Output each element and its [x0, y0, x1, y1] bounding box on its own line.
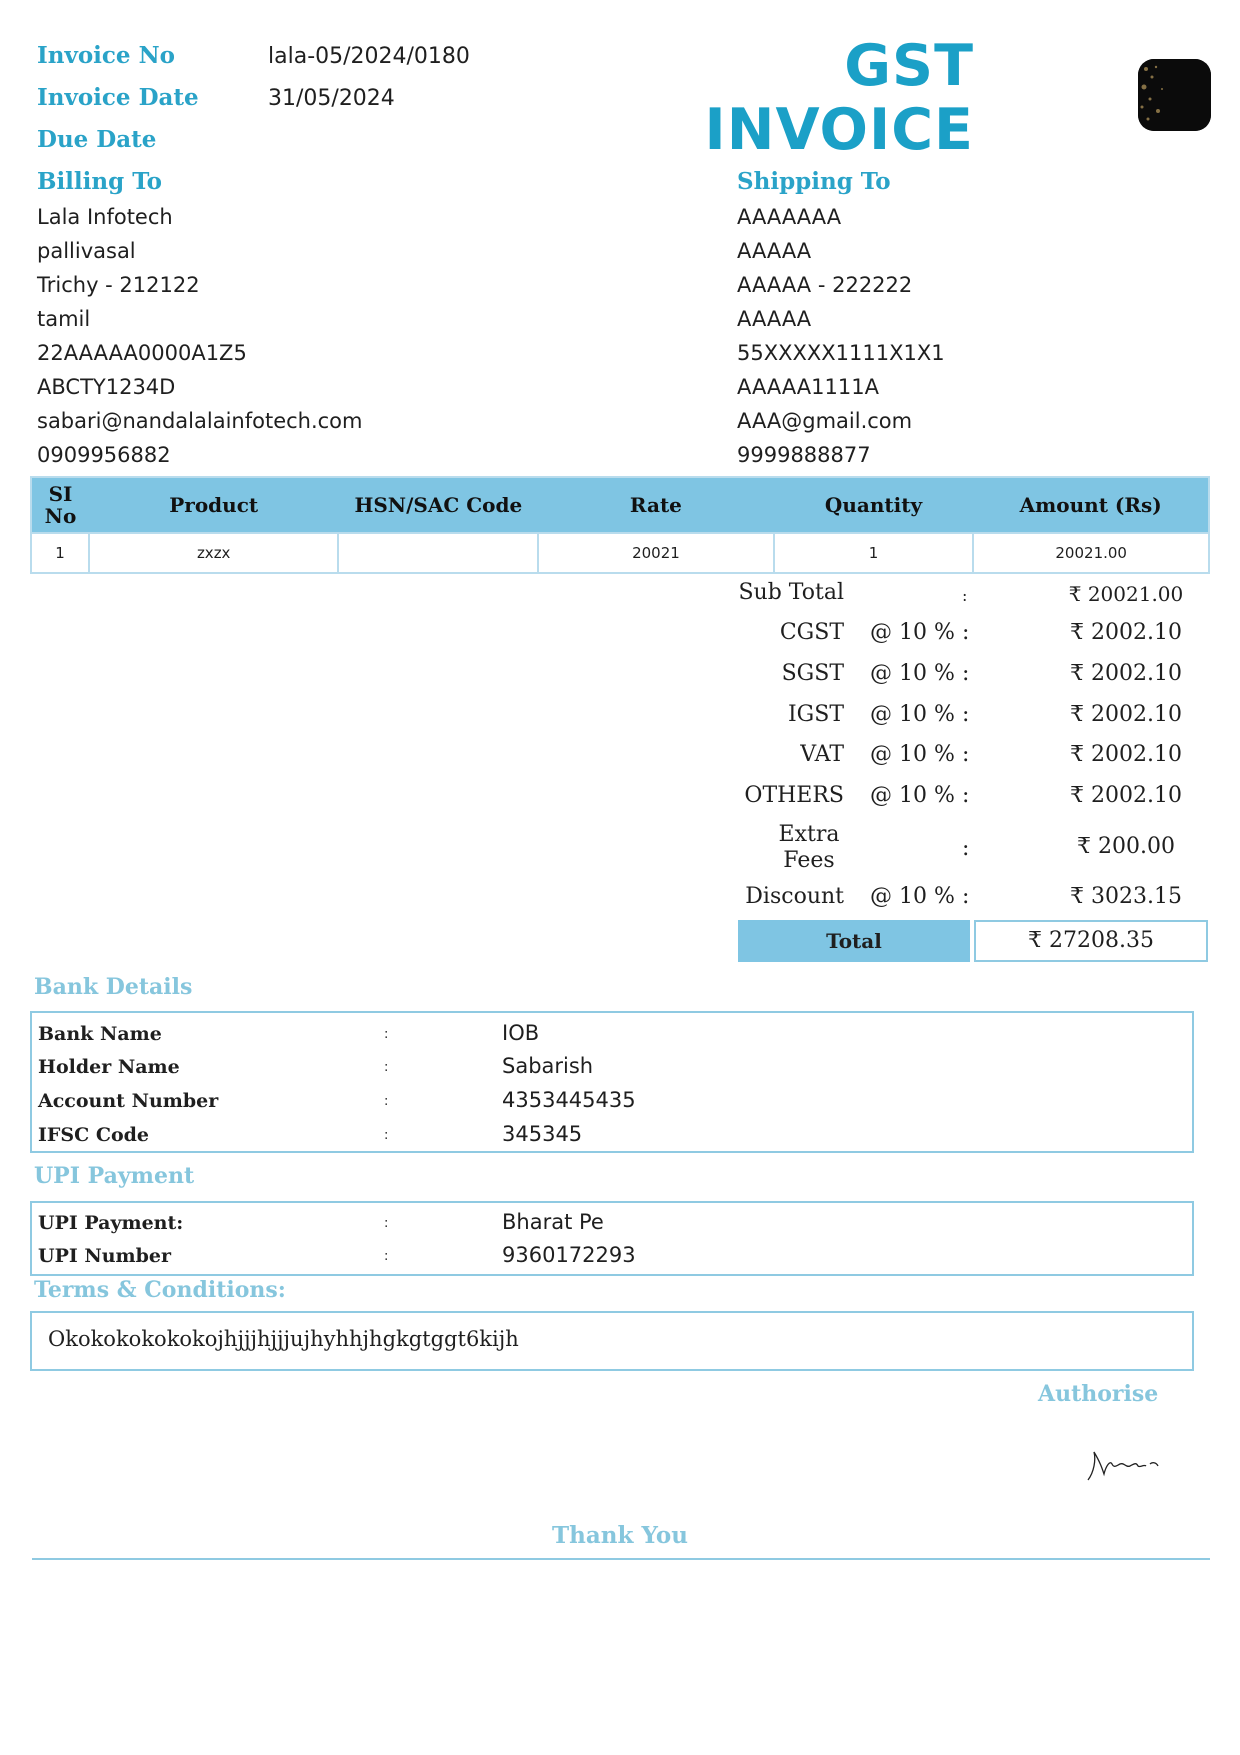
- invoice-date-label: Invoice Date: [37, 84, 199, 111]
- billing-email: sabari@nandalalainfotech.com: [37, 409, 363, 433]
- col-header-hsn: HSN/SAC Code: [338, 477, 538, 533]
- shipping-line: AAAAA1111A: [737, 375, 879, 399]
- billing-heading: Billing To: [37, 168, 163, 195]
- table-header-row: [31, 477, 1209, 533]
- account-number-colon: :: [384, 1094, 389, 1109]
- billing-line: Lala Infotech: [37, 205, 173, 229]
- total-row-rate: @ 10 %: [870, 783, 955, 808]
- total-row-name: VAT: [800, 742, 844, 767]
- ifsc-code-colon: :: [384, 1128, 389, 1143]
- grand-total-value: ₹ 27208.35: [974, 920, 1208, 962]
- upi-number-value: 9360172293: [502, 1243, 636, 1267]
- upi-payment-label: UPI Payment:: [38, 1212, 184, 1234]
- shipping-line: AAAAA - 222222: [737, 273, 913, 297]
- total-row-value: ₹ 2002.10: [1070, 620, 1182, 645]
- footer-divider: [32, 1558, 1210, 1560]
- total-row-value: ₹ 2002.10: [1070, 702, 1182, 727]
- billing-phone: 0909956882: [37, 443, 171, 467]
- invoice-title-line2: INVOICE: [704, 97, 974, 163]
- total-row-rate: @ 10 %: [870, 742, 955, 767]
- items-table: [30, 476, 1210, 574]
- total-row-rate: @ 10 %: [870, 620, 955, 645]
- extra-fees-row: [730, 822, 1230, 874]
- total-row-value: ₹ 20021.00: [1068, 582, 1184, 606]
- cell-quantity: 1: [774, 533, 974, 573]
- shipping-line: AAAAAAA: [737, 205, 842, 229]
- total-row-rate: @ 10 %: [870, 884, 955, 909]
- invoice-title-line1: GST: [844, 33, 974, 99]
- total-row-colon: :: [962, 620, 970, 645]
- total-row-value: ₹ 2002.10: [1070, 661, 1182, 686]
- bank-details-box: [30, 1011, 1194, 1153]
- total-row-name: IGST: [787, 702, 844, 727]
- total-row-name: SGST: [781, 661, 844, 686]
- total-row-colon: :: [962, 661, 970, 686]
- subtotal-row: [730, 580, 1230, 616]
- cell-si-no: 1: [31, 533, 89, 573]
- total-row-value: ₹ 3023.15: [1070, 884, 1182, 909]
- total-row-value: ₹ 2002.10: [1070, 742, 1182, 767]
- bank-name-value: IOB: [502, 1021, 540, 1045]
- total-row-name: CGST: [779, 620, 844, 645]
- upi-box: [30, 1201, 1194, 1276]
- cell-amount: 20021.00: [973, 533, 1209, 573]
- holder-name-colon: :: [384, 1060, 389, 1075]
- holder-name-label: Holder Name: [38, 1056, 180, 1078]
- total-row-rate: @ 10 %: [870, 702, 955, 727]
- shipping-heading: Shipping To: [737, 168, 891, 195]
- billing-line: pallivasal: [37, 239, 136, 263]
- sgst-row: [730, 661, 1230, 697]
- col-header-quantity: Quantity: [774, 477, 974, 533]
- billing-line: 22AAAAA0000A1Z5: [37, 341, 247, 365]
- total-row-value: ₹ 200.00: [1077, 834, 1175, 859]
- ifsc-code-label: IFSC Code: [38, 1124, 150, 1146]
- terms-text: Okokokokokokojhjjjhjjjujhyhhjhgkgtggt6kijh: [48, 1327, 519, 1351]
- total-row-name: Extra Fees: [778, 822, 840, 873]
- bank-name-label: Bank Name: [38, 1023, 162, 1045]
- total-row-name: Discount: [745, 884, 844, 909]
- invoice-no-value: lala-05/2024/0180: [268, 44, 470, 69]
- shipping-phone: 9999888877: [737, 443, 871, 467]
- thank-you-text: Thank You: [552, 1522, 688, 1549]
- authorise-label: Authorise: [1038, 1381, 1159, 1407]
- shipping-line: AAAAA: [737, 307, 812, 331]
- col-header-si-no: SI No: [31, 477, 89, 533]
- discount-row: [730, 884, 1230, 920]
- shipping-email: AAA@gmail.com: [737, 409, 913, 433]
- total-row-colon: :: [962, 836, 970, 861]
- terms-box: [30, 1311, 1194, 1371]
- upi-payment-value: Bharat Pe: [502, 1210, 604, 1234]
- account-number-label: Account Number: [38, 1090, 219, 1112]
- signature: [1086, 1446, 1166, 1482]
- col-header-rate: Rate: [538, 477, 773, 533]
- cgst-row: [730, 620, 1230, 656]
- total-row-colon: :: [962, 586, 968, 605]
- cell-rate: 20021: [538, 533, 773, 573]
- cell-hsn: [338, 533, 538, 573]
- invoice-date-value: 31/05/2024: [268, 86, 395, 111]
- total-row-rate: @ 10 %: [870, 661, 955, 686]
- igst-row: [730, 702, 1230, 738]
- company-logo: [1138, 59, 1211, 131]
- total-row-name: Sub Total: [738, 580, 844, 605]
- col-header-amount: Amount (Rs): [973, 477, 1209, 533]
- upi-number-colon: :: [384, 1249, 389, 1264]
- table-row: [31, 533, 1209, 573]
- grand-total-label: Total: [738, 920, 970, 962]
- total-row-name: OTHERS: [744, 783, 844, 808]
- billing-address: [37, 200, 363, 472]
- shipping-line: AAAAA: [737, 239, 812, 263]
- others-row: [730, 783, 1230, 819]
- bank-name-colon: :: [384, 1027, 389, 1042]
- upi-payment-colon: :: [384, 1216, 389, 1231]
- total-row-colon: :: [962, 783, 970, 808]
- account-number-value: 4353445435: [502, 1088, 636, 1112]
- shipping-address: [737, 200, 945, 472]
- total-row-colon: :: [962, 742, 970, 767]
- vat-row: [730, 742, 1230, 778]
- invoice-no-label: Invoice No: [37, 42, 175, 69]
- terms-heading: Terms & Conditions:: [34, 1277, 286, 1303]
- upi-number-label: UPI Number: [38, 1245, 172, 1267]
- shipping-line: 55XXXXX1111X1X1: [737, 341, 945, 365]
- bank-details-heading: Bank Details: [34, 974, 193, 1000]
- total-row-value: ₹ 2002.10: [1070, 783, 1182, 808]
- due-date-label: Due Date: [37, 126, 157, 153]
- ifsc-code-value: 345345: [502, 1122, 583, 1146]
- total-row-colon: :: [962, 702, 970, 727]
- holder-name-value: Sabarish: [502, 1054, 594, 1078]
- total-row-colon: :: [962, 884, 970, 909]
- billing-line: Trichy - 212122: [37, 273, 200, 297]
- billing-line: ABCTY1234D: [37, 375, 176, 399]
- upi-heading: UPI Payment: [34, 1163, 195, 1189]
- col-header-product: Product: [89, 477, 339, 533]
- billing-line: tamil: [37, 307, 91, 331]
- cell-product: zxzx: [89, 533, 339, 573]
